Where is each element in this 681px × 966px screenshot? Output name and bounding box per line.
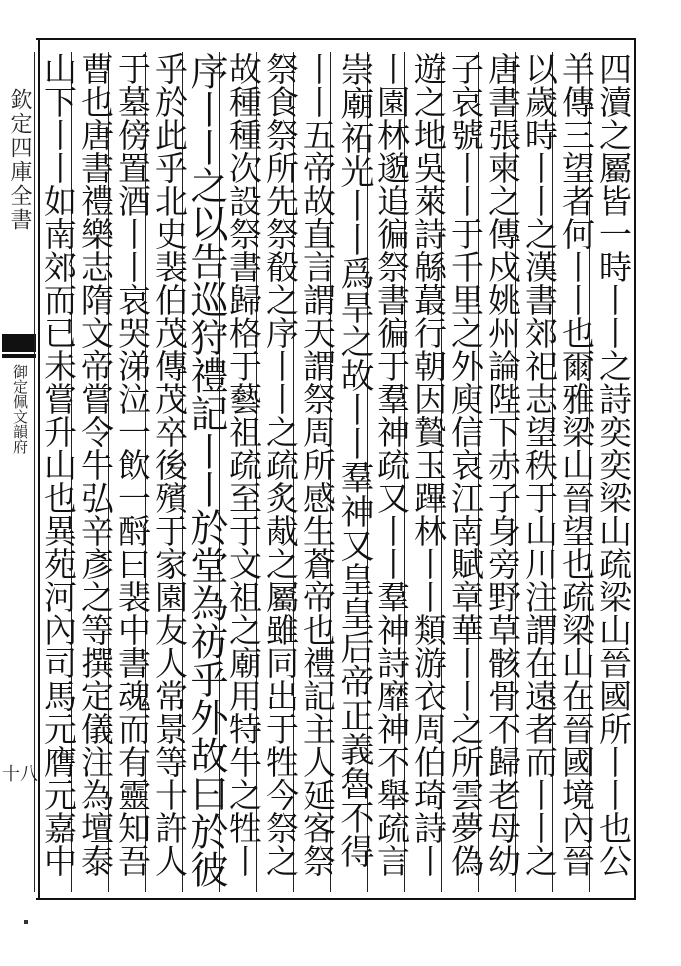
text-column-4: 唐書張柬之傳戍姚州論陛下赤子身旁野草骸骨不歸老母幼 xyxy=(478,52,526,892)
text-column-7: 丨園林邈追徧祭書徧于羣神疏又丨丨羣神詩靡神不舉疏言 xyxy=(367,52,415,892)
text-column-3: 以歲時丨丨之漢書郊祀志望秩于山川注謂在遠者而丨丨之 xyxy=(515,52,563,892)
fish-tail-line xyxy=(2,354,36,358)
book-subtitle: 御定佩文韻府 xyxy=(11,364,29,454)
fish-tail-mark xyxy=(2,334,36,352)
text-column-14: 于墓傍置酒丨丨哀哭涕泣一飲一酹曰裴中書魂而有靈知吾 xyxy=(108,52,156,892)
text-column-10: 祭食祭所先祭殽之序丨丨之疏炙胾之屬雖同出于牲今祭之 xyxy=(256,52,304,892)
text-column-16: 山下丨丨如南郊而已未嘗升山也異苑河內司馬元膺元嘉中 xyxy=(34,52,82,892)
book-title: 欽定四庫全書 xyxy=(7,88,32,232)
text-column-13: 乎於此乎北史裴伯茂傳茂卒後殯于家園友人常景等十許人 xyxy=(145,52,193,892)
text-column-11: 故種種次設祭書歸格于藝祖疏至于文祖之廟用特牛之牲丨 xyxy=(219,52,267,892)
text-column-15: 曹也唐書禮樂志隋文帝嘗令牛弘辛彥之等撰定儀注為壇泰 xyxy=(71,52,119,892)
text-column-9: 丨丨五帝故直言謂天謂祭周所感生蒼帝也禮記主人延客祭 xyxy=(293,52,341,892)
page-number: 十八 xyxy=(2,764,38,785)
text-column-12: 序丨丨之以告巡狩禮記丨丨於堂為祊乎外故曰於彼 xyxy=(182,52,230,892)
text-column-2: 羊傳三望者何丨丨也爾雅梁山晉望也疏梁山在晉國境內晉 xyxy=(552,52,600,892)
ink-speck xyxy=(24,920,28,924)
text-column-8: 崇廟祏光丨丨爲旱之故丨丨羣神又皇皇后帝正義魯不得 xyxy=(330,52,378,892)
text-column-5: 子哀號丨丨于千里之外庾信哀江南賦章華丨丨之所雲夢偽 xyxy=(441,52,489,892)
text-column-1: 四瀆之屬皆一時丨丨之詩奕奕梁山疏梁山晉國所丨丨也公 xyxy=(589,52,637,892)
text-column-6: 遊之地吳萊詩緜蕞行朝因贄玉蹕林丨丨類游衣周伯琦詩丨 xyxy=(404,52,452,892)
text-body xyxy=(39,44,633,894)
